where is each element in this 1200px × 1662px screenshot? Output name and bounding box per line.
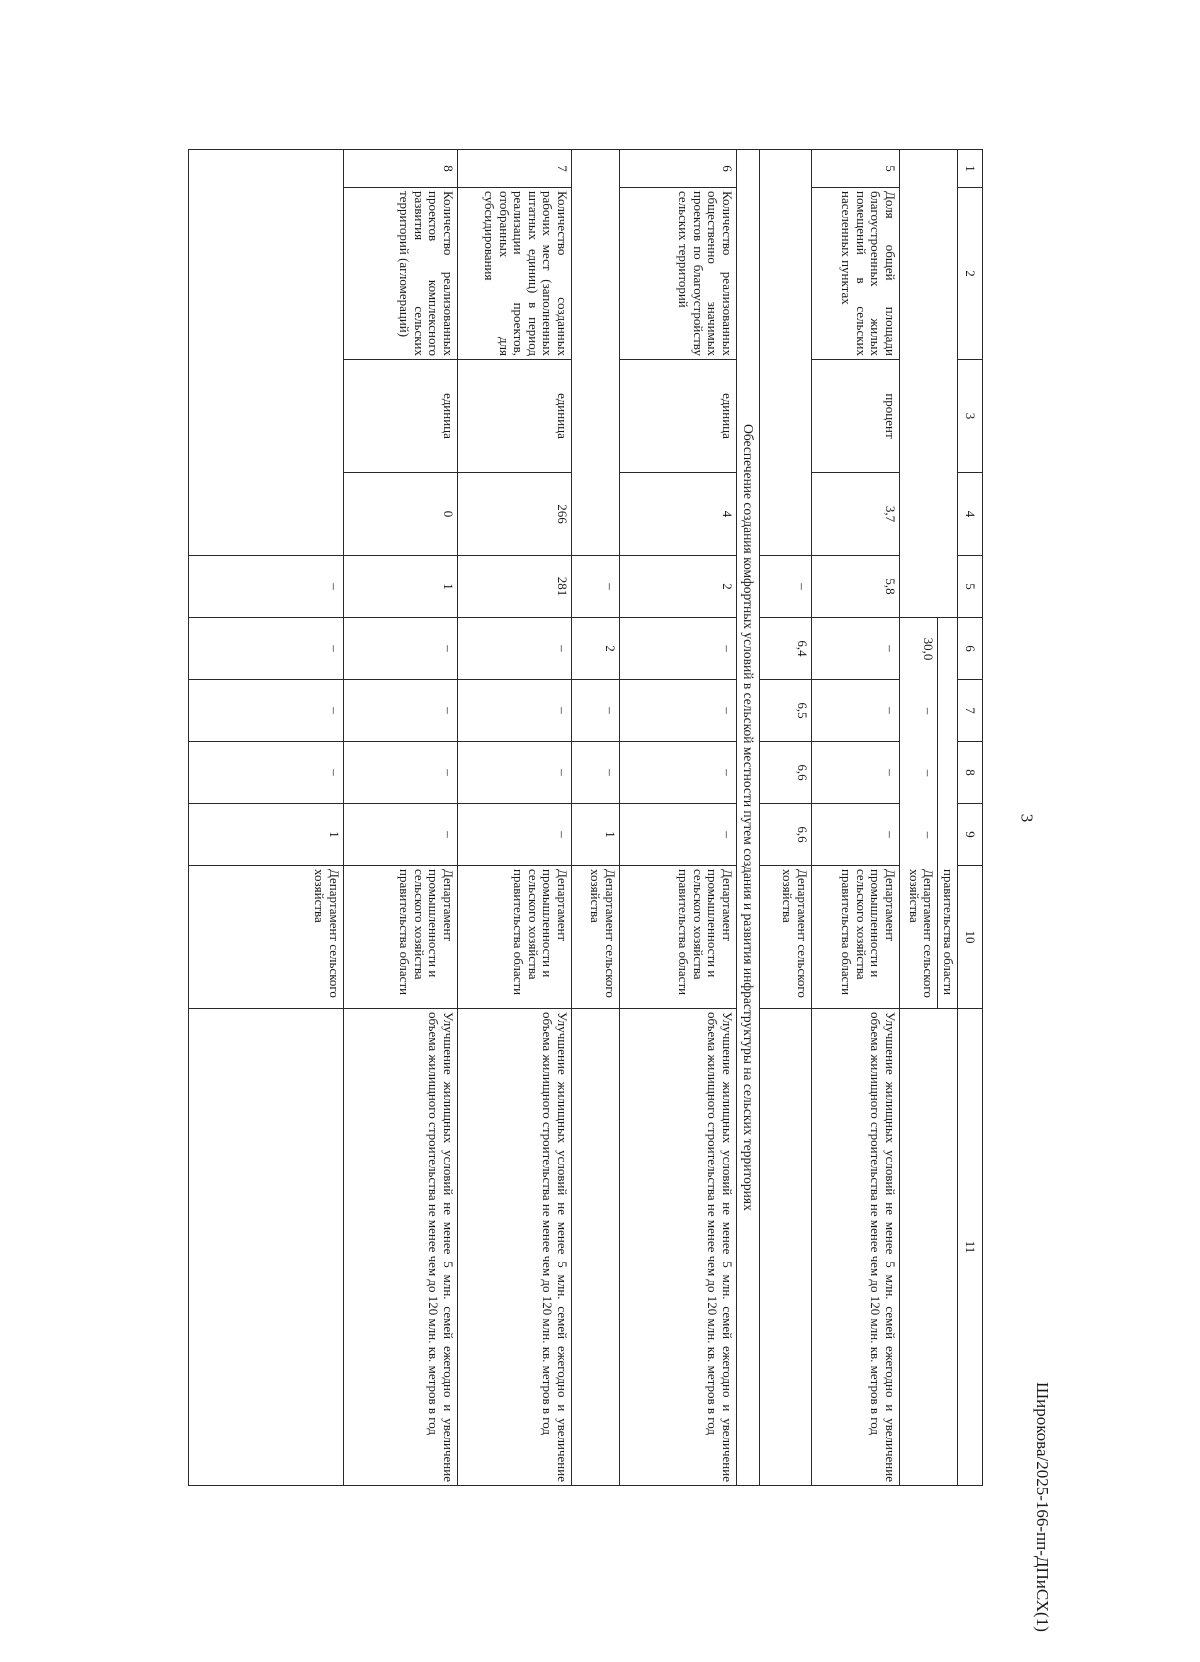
row6-base: 4 [620,473,737,556]
cont-dept-b: Департамент сельского хозяйства [906,869,937,998]
col-num-8: 8 [958,742,983,804]
page-number: 3 [1017,813,1037,823]
row8-v8: – [344,742,458,804]
row8-base: 0 [344,473,458,556]
row7-v7: – [458,680,572,742]
row6-sub-v8: – [572,742,620,804]
header-numbers-row [958,150,983,1486]
row5-name: Доля общей площади благоустроенных жилых помещений в сельских населенных пунктах [812,188,900,360]
continuation-empty [900,150,958,618]
row5-sub-v7: 6,5 [760,680,812,742]
row5-sub-empty [760,150,812,556]
row8-result: Улучшение жилищных условий не менее 5 млн. семей ежегодно и увеличение объема жилищного строительства не менее чем до 120 млн. кв. метров в год [344,1009,458,1486]
indicators-table [188,149,983,1486]
col-num-10: 10 [958,866,983,1009]
row8-v5: 1 [344,556,458,618]
cont-v7: – [921,707,937,715]
cont-dept-a: правительства области [938,866,957,1009]
row8-name: Количество реализованных проектов комплексного развития сельских территорий (агломераций) [344,188,458,360]
row6-result: Улучшение жилищных условий не менее 5 млн. семей ежегодно и увеличение объема жилищного строительства не менее чем до 120 млн. кв. метров в год [620,1009,737,1486]
col-num-1: 1 [958,150,983,188]
row6-v6: – [620,618,737,680]
col-num-4: 4 [958,473,983,556]
row7-base: 266 [458,473,572,556]
section-row [737,150,760,1486]
row6-v7: – [620,680,737,742]
row8-num: 8 [344,150,458,188]
row8-sub-v8: – [189,742,344,804]
row8-v7: – [344,680,458,742]
row5-sub-v9: 6,6 [760,804,812,866]
row8-sub-v5: – [189,556,344,618]
row7-num: 7 [458,150,572,188]
continuation-row [900,150,958,1486]
row6-sub-v7: – [572,680,620,742]
col-num-9: 9 [958,804,983,866]
row5-sub-v5: – [760,556,812,618]
row5-result: Улучшение жилищных условий не менее 5 млн. семей ежегодно и увеличение объема жилищного строительства не менее чем до 120 млн. кв. метров в год [812,1009,900,1486]
row8-sub-empty-11 [189,1009,344,1486]
col-num-3: 3 [958,360,983,473]
row6-sub-dept: Департамент сельского хозяйства [572,866,620,1009]
row6-num: 6 [620,150,737,188]
row5-v5: 5,8 [812,556,900,618]
row6-sub-empty [572,150,620,556]
row8-sub-v9: 1 [189,804,344,866]
table-row-5 [812,150,900,1486]
row8-sub-v7: – [189,680,344,742]
row6-dept: Департамент промышленности и сельского хозяйства правительства области [620,866,737,1009]
row5-v7: – [812,680,900,742]
row5-v9: – [812,804,900,866]
row8-v9: – [344,804,458,866]
row5-unit: процент [812,360,900,473]
row5-base: 3,7 [812,473,900,556]
cont-v8: – [921,769,937,777]
row8-sub-v6: – [189,618,344,680]
row6-sub-v9: 1 [572,804,620,866]
table-row-8 [344,150,458,1486]
row7-unit: единица [458,360,572,473]
row6-unit: единица [620,360,737,473]
continuation-sub [900,618,958,1009]
row8-sub-empty [189,150,344,556]
row8-sub-dept: Департамент сельского хозяйства [189,866,344,1009]
row7-v6: – [458,618,572,680]
col-num-2: 2 [958,188,983,360]
row6-sub-empty-11 [572,1009,620,1486]
row5-sub-empty-11 [760,1009,812,1486]
row7-dept: Департамент промышленности и сельского хозяйства правительства области [458,866,572,1009]
row6-v5: 2 [620,556,737,618]
table-row-6 [620,150,737,1486]
cont-v6: 30,0 [921,637,937,661]
row5-sub-v6: 6,4 [760,618,812,680]
row8-unit: единица [344,360,458,473]
row7-v8: – [458,742,572,804]
row7-name: Количество созданных рабочих мест (заполненных штатных единиц) в период реализации проектов, отобранных для субсидирования [458,188,572,360]
table-row-7 [458,150,572,1486]
col-num-7: 7 [958,680,983,742]
row7-v5: 281 [458,556,572,618]
table-row-5-sub [760,150,812,1486]
row6-v8: – [620,742,737,804]
row5-sub-v8: 6,6 [760,742,812,804]
row7-result: Улучшение жилищных условий не менее 5 млн. семей ежегодно и увеличение объема жилищного строительства не менее чем до 120 млн. кв. метров в год [458,1009,572,1486]
rotated-table-wrapper [188,149,983,1485]
row5-dept: Департамент промышленности и сельского хозяйства правительства области [812,866,900,1009]
table-row-6-sub [572,150,620,1486]
row6-name: Количество реализованных общественно значимых проектов по благоустройству сельских территорий [620,188,737,360]
row5-sub-dept: Департамент сельского хозяйства [760,866,812,1009]
continuation-empty-11 [900,1009,958,1486]
table-row-8-sub [189,150,344,1486]
row6-v9: – [620,804,737,866]
row6-sub-v5: – [572,556,620,618]
row7-v9: – [458,804,572,866]
col-num-6: 6 [958,618,983,680]
cont-v9: – [921,831,937,839]
document-footer: Широкова/2025-166-пп-ДПиСХ(1) [1033,1382,1052,1632]
row8-v6: – [344,618,458,680]
row8-dept: Департамент промышленности и сельского хозяйства правительства области [344,866,458,1009]
row5-num: 5 [812,150,900,188]
col-num-5: 5 [958,556,983,618]
row6-sub-v6: 2 [572,618,620,680]
col-num-11: 11 [958,1009,983,1486]
row5-v6: – [812,618,900,680]
row5-v8: – [812,742,900,804]
section-title: Обеспечение создания комфортных условий в сельской местности путем создания и развития инфраструктуры на сельских территориях [737,150,760,1486]
